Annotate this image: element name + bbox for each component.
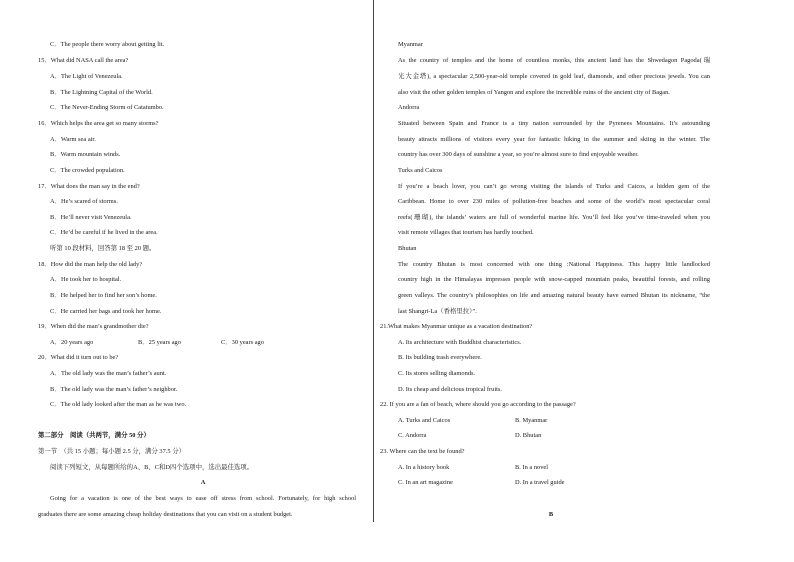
- passage-a-line-1: Going for a vacation is one of the best ways to ease off stress from school. Fortunately, for high school: [50, 495, 356, 502]
- q20-option-a: A．The old lady was the man’s father’s aunt.: [50, 370, 167, 377]
- q15-option-a: A．The Light of Venezeula.: [50, 73, 123, 80]
- q20-question: 20．What did it turn out to be?: [38, 354, 119, 361]
- q21-option-b: B. Its building trash everywhere.: [398, 354, 482, 361]
- q23-option-b: B. In a novel: [515, 464, 549, 471]
- turks-caicos-heading: Turks and Caicos: [398, 167, 443, 174]
- andorra-line-3: country has over 300 days of sunshine a year, so you’re almost sure to find enjoyable weather.: [398, 151, 639, 158]
- andorra-heading: Andorra: [398, 104, 420, 111]
- myanmar-line-3: also visit the other golden temples of Yangon and explore the incredible ruins of the ancient city of Bagan.: [398, 89, 670, 96]
- passage-a-line-2: graduates there are some amazing cheap holiday destinations that you can visit on a student budget.: [38, 511, 293, 518]
- q22-option-c: C. Andorra: [398, 432, 427, 439]
- q19-option-c: C．30 years ago: [221, 339, 264, 346]
- q15-question: 15．What did NASA call the area?: [38, 57, 129, 64]
- turks-caicos-line-2: Caribbean. Home to over 230 miles of pollution-free beaches and some of the world’s most spectacular coral: [398, 198, 710, 205]
- listening-instruction: 听第 10 段材料，回答第 18 至 20 题。: [50, 245, 156, 252]
- q23-option-c: C. In an art magazine: [398, 479, 453, 486]
- column-divider: [373, 0, 374, 522]
- q17-option-c: C．He’d be careful if he lived in the area.: [50, 229, 158, 236]
- turks-caicos-line-4: visit remote villages that tourism has hardly touched.: [398, 229, 534, 236]
- q20-option-c: C．The old lady looked after the man as he was two.: [50, 401, 187, 408]
- q17-question: 17．What does the man say in the end?: [38, 183, 140, 190]
- bhutan-line-2: country high in the Himalayas impresses people with snow-capped mountain peaks, beautiful forests, and rolling: [398, 276, 710, 283]
- q19-option-b: B．25 years ago: [138, 339, 181, 346]
- q21-option-c: C. Its stores selling diamonds.: [398, 370, 476, 377]
- q17-option-a: A．He’s scared of storms.: [50, 198, 118, 205]
- section1-heading: 第一节 （共 15 小题；每小题 2.5 分，满分 37.5 分）: [38, 448, 185, 455]
- part2-heading: 第二部分 阅读（共两节，满分 50 分）: [38, 432, 150, 439]
- q18-question: 18．How did the man help the old lady?: [38, 261, 143, 268]
- bhutan-line-4: last Shangri-La（香格里拉）”.: [398, 308, 477, 315]
- q21-question: 21.What makes Myanmar unique as a vacation destination?: [380, 323, 533, 330]
- q19-option-a: A．20 years ago: [50, 339, 94, 346]
- q22-option-d: D. Bhutan: [515, 432, 542, 439]
- q17-option-b: B．He’ll never visit Venezeula.: [50, 214, 132, 221]
- q16-question: 16．Which helps the area get so many storms?: [38, 120, 159, 127]
- passage-b-label: B: [548, 511, 554, 518]
- myanmar-line-1: As the country of temples and the home of countless monks, this ancient land has the Shwedagon Pagoda(瑞: [398, 57, 710, 64]
- andorra-line-2: beauty attracts millions of visitors every year for fantastic hiking in the summer and skiing in the winter. The: [398, 136, 710, 143]
- q21-option-d: D. Its cheap and delicious tropical fruits.: [398, 386, 502, 393]
- bhutan-heading: Bhutan: [398, 245, 417, 252]
- section1-instruction: 阅读下列短文，从每题所给的A、B、C和D四个选项中，选出最佳选项。: [50, 464, 254, 471]
- q22-option-a: A. Turks and Caicos: [398, 417, 451, 424]
- q18-option-b: B．He helped her to find her son’s home.: [50, 292, 157, 299]
- q18-option-a: A．He took her to hospital.: [50, 276, 122, 283]
- q15-option-b: B．The Lightning Capital of the World.: [50, 89, 153, 96]
- q15-option-c: C．The Never-Ending Storm of Catatumbo.: [50, 104, 164, 111]
- andorra-line-1: Situated between Spain and France is a tiny nation surrounded by the Pyrenees Mountains. It’s astounding: [398, 120, 710, 127]
- q18-option-c: C．He carried her bags and took her home.: [50, 308, 162, 315]
- q16-option-b: B．Warm mountain winds.: [50, 151, 121, 158]
- q16-option-a: A．Warm sea air.: [50, 136, 96, 143]
- q22-option-b: B. Myanmar: [515, 417, 548, 424]
- q23-option-d: D. In a travel guide: [515, 479, 565, 486]
- passage-a-label: A: [200, 479, 206, 486]
- turks-caicos-line-3: reefs(珊瑚), the islands’ waters are full of wonderful marine life. You’ll feel like you’ve time-traveled when you: [398, 214, 710, 221]
- q16-option-c: C．The crowded population.: [50, 167, 125, 174]
- q23-option-a: A. In a history book: [398, 464, 450, 471]
- bhutan-line-3: green valleys. The country’s philosophies on life and amazing natural beauty have earned Bhutan its nickname, “the: [398, 292, 710, 299]
- myanmar-line-2: 光大金塔), a spectacular 2,500-year-old temple covered in gold leaf, diamonds, and other precious jewels. You can: [398, 73, 710, 80]
- q20-option-b: B．The old lady was the man’s father’s neighbor.: [50, 386, 178, 393]
- myanmar-heading: Myanmar: [398, 41, 423, 48]
- turks-caicos-line-1: If you’re a beach lover, you can’t go wrong visiting the islands of Turks and Caicos, a hidden gem of the: [398, 183, 710, 190]
- q19-question: 19．When did the man’s grandmother die?: [38, 323, 149, 330]
- bhutan-line-1: The country Bhutan is most concerned with one thing :National Happiness. This happy little landlocked: [398, 261, 710, 268]
- q23-question: 23. Where can the text be found?: [380, 448, 465, 455]
- q21-option-a: A. Its architecture with Buddhist characteristics.: [398, 339, 522, 346]
- q14-option-c: C．The people there worry about getting lit.: [50, 41, 165, 48]
- q22-question: 22. If you are a fan of beach, where should you go according to the passage?: [380, 401, 576, 408]
